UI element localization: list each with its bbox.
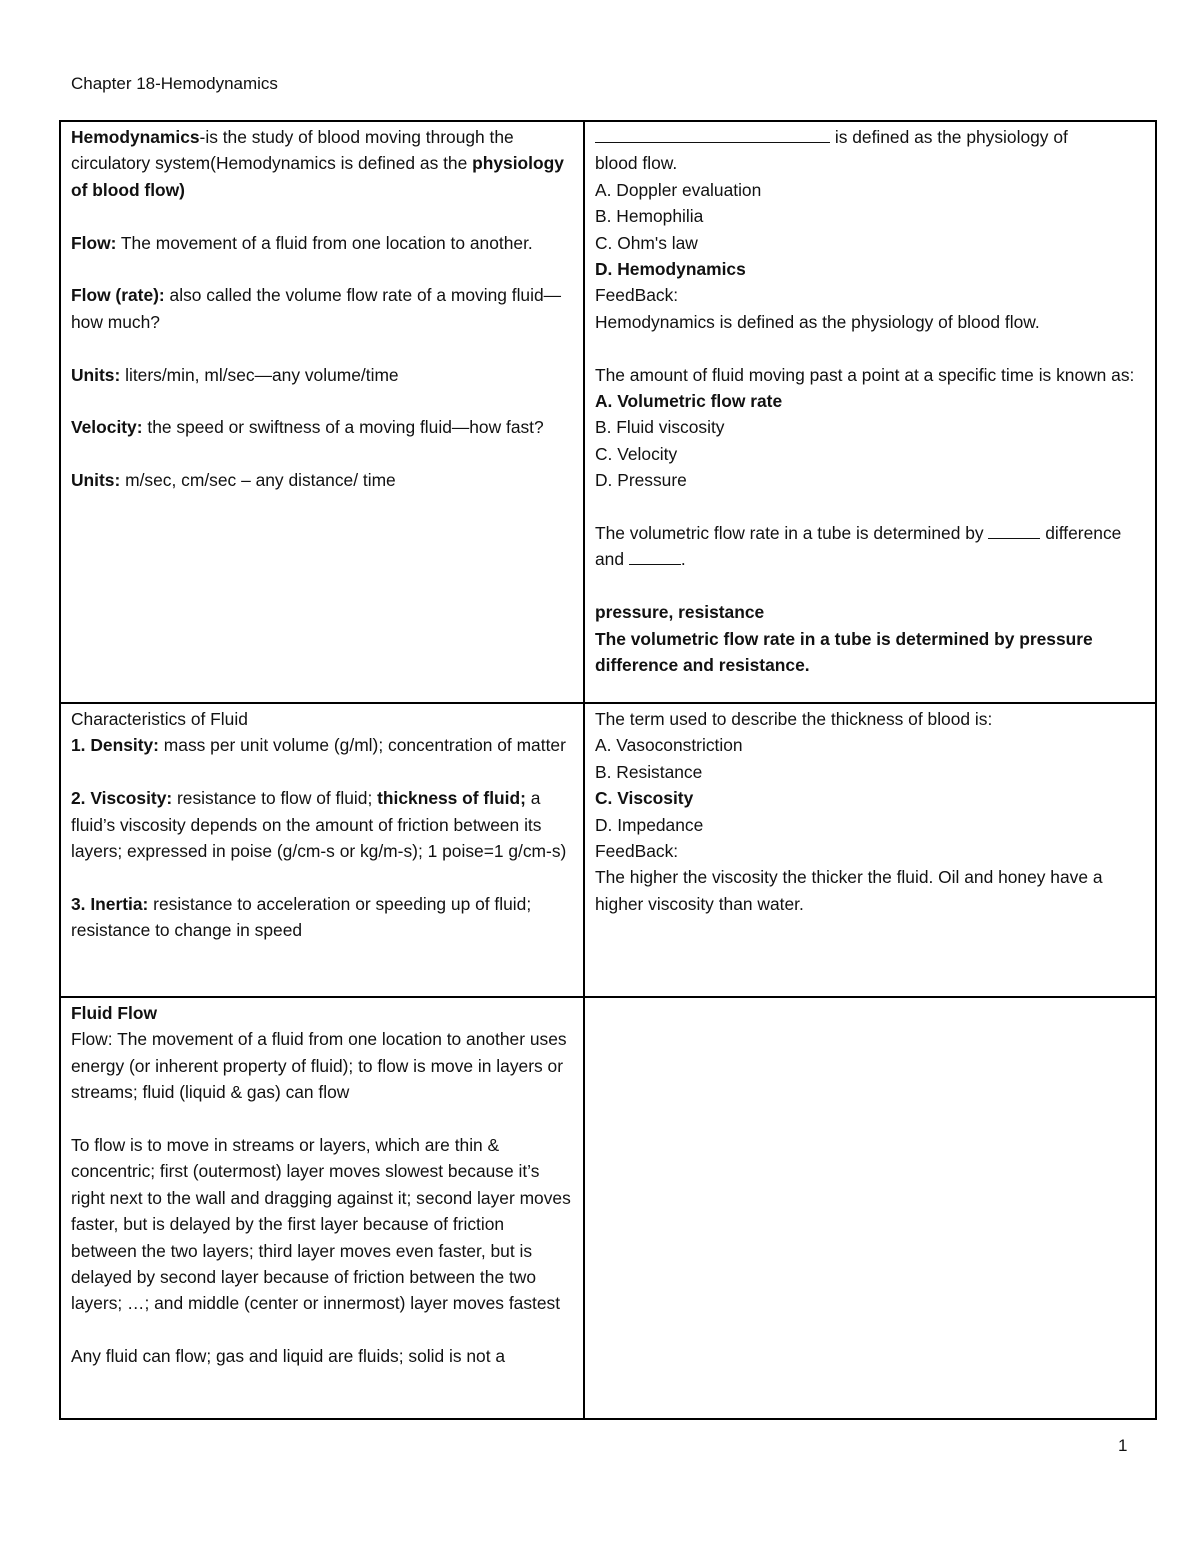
question-text: The amount of fluid moving past a point at a specific time is known as: bbox=[595, 364, 1135, 385]
term: 2. Viscosity: bbox=[71, 788, 173, 809]
answer-blank bbox=[988, 524, 1040, 539]
option: A. Doppler evaluation bbox=[595, 179, 762, 200]
definition: also called the volume flow rate of a moving fluid—how much? bbox=[71, 285, 562, 332]
empty-cell bbox=[584, 997, 1156, 1419]
term: Units: bbox=[71, 470, 121, 491]
correct-option: C. Viscosity bbox=[595, 788, 694, 809]
notes-cell bbox=[60, 121, 584, 703]
section-heading: Fluid Flow bbox=[71, 1003, 157, 1023]
term: Units: bbox=[71, 364, 121, 385]
option: C. Ohm's law bbox=[595, 232, 698, 253]
feedback-text: Hemodynamics is defined as the physiology of blood flow. bbox=[595, 311, 1040, 332]
definition: -is the study of blood moving through the circulatory system(Hemodynamics is defined as the bbox=[71, 127, 514, 174]
table-row bbox=[60, 121, 1156, 703]
option: C. Velocity bbox=[595, 443, 678, 464]
quiz-cell bbox=[584, 703, 1156, 997]
notes-cell bbox=[60, 997, 584, 1419]
correct-option: A. Volumetric flow rate bbox=[595, 391, 783, 412]
option: A. Vasoconstriction bbox=[595, 735, 743, 756]
definition: resistance to acceleration or speeding up of fluid; resistance to change in speed bbox=[71, 893, 532, 941]
table-row bbox=[60, 703, 1156, 997]
paragraph: To flow is to move in streams or layers, which are thin & concentric; first (outermost) layer moves slowest because it’s right next to the wall and dragging against it; second layer moves faster, but is delayed by the first layer because of friction between the two layers; third layer moves even faster, but is delayed by second layer because of friction between the two layers; …; and middle (center or innermost) layer moves fastest bbox=[71, 1135, 571, 1314]
definition: mass per unit volume (g/ml); concentration of matter bbox=[158, 735, 566, 756]
notes-cell bbox=[60, 703, 584, 997]
term: Flow (rate): bbox=[71, 285, 165, 306]
question-text: is defined as the physiology of bbox=[830, 127, 1068, 147]
term: Hemodynamics bbox=[71, 127, 200, 147]
term: Flow: bbox=[71, 232, 117, 253]
term: Velocity: bbox=[71, 417, 143, 438]
option: D. Pressure bbox=[595, 470, 687, 491]
definition: m/sec, cm/sec – any distance/ time bbox=[120, 470, 396, 491]
answer-blank bbox=[595, 128, 830, 143]
term: 3. Inertia: bbox=[71, 893, 149, 914]
page-number: 1 bbox=[1118, 1436, 1128, 1455]
page-title: Chapter 18-Hemodynamics bbox=[71, 74, 278, 93]
feedback-label: FeedBack: bbox=[595, 841, 679, 862]
term: Flow: bbox=[71, 1029, 113, 1050]
correct-option: D. Hemodynamics bbox=[595, 259, 746, 280]
table-row bbox=[60, 997, 1156, 1419]
answer-blank bbox=[629, 550, 681, 565]
question-text: The term used to describe the thickness of blood is: bbox=[595, 709, 993, 729]
option: B. Resistance bbox=[595, 761, 703, 782]
answer-text: pressure, resistance bbox=[595, 602, 765, 623]
question-text: difference and bbox=[595, 523, 1122, 570]
definition: the speed or swiftness of a moving fluid—how fast? bbox=[142, 417, 544, 438]
option: D. Impedance bbox=[595, 814, 704, 835]
definition: liters/min, ml/sec—any volume/time bbox=[120, 364, 399, 385]
quiz-cell bbox=[584, 121, 1156, 703]
definition: The movement of a fluid from one location to another. bbox=[116, 232, 533, 253]
term-emphasis: thickness of fluid; bbox=[377, 788, 526, 809]
question-text: blood flow. bbox=[595, 153, 678, 174]
feedback-text: The higher the viscosity the thicker the fluid. Oil and honey have a higher viscosity than water. bbox=[595, 867, 1103, 914]
term-emphasis: physiology of blood flow) bbox=[71, 153, 564, 200]
feedback-label: FeedBack: bbox=[595, 285, 679, 306]
term: 1. Density: bbox=[71, 735, 159, 756]
notes-table bbox=[59, 120, 1157, 1420]
definition: a fluid’s viscosity depends on the amount of friction between its layers; expressed in poise (g/cm-s or kg/m-s); 1 poise=1 g/cm-s) bbox=[71, 788, 567, 862]
option: B. Hemophilia bbox=[595, 206, 704, 227]
option: B. Fluid viscosity bbox=[595, 417, 725, 438]
definition: The movement of a fluid from one location to another uses energy (or inherent property of fluid); to flow is move in layers or streams; fluid (liquid & gas) can flow bbox=[71, 1029, 567, 1103]
paragraph: Any fluid can flow; gas and liquid are fluids; solid is not a bbox=[71, 1346, 506, 1367]
definition: resistance to flow of fluid; bbox=[172, 788, 378, 809]
punctuation: . bbox=[680, 549, 686, 570]
section-heading: Characteristics of Fluid bbox=[71, 709, 248, 729]
answer-statement: The volumetric flow rate in a tube is determined by pressure difference and resistance. bbox=[595, 628, 1093, 676]
question-text: The volumetric flow rate in a tube is determined by bbox=[595, 523, 989, 544]
